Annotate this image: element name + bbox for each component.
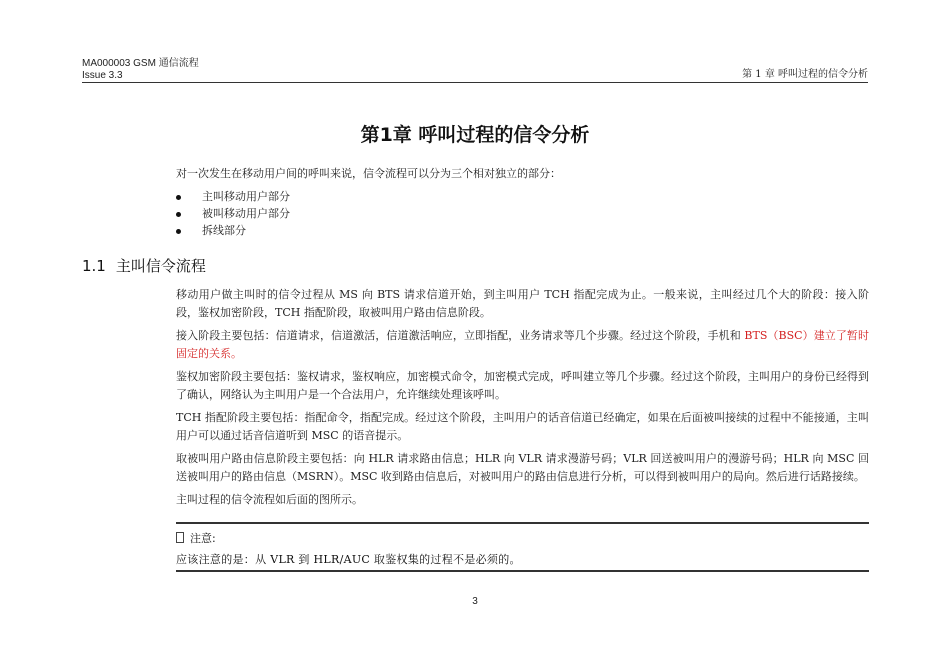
bullet-icon (176, 212, 181, 217)
note-icon (176, 532, 184, 543)
list-item-text: 被叫移动用户部分 (202, 207, 290, 220)
list-item (176, 222, 290, 239)
header-divider (82, 82, 868, 83)
note-divider-bottom (176, 570, 869, 572)
highlighted-text: BTS（BSC）建立了暂时固定的关系。 (176, 329, 869, 360)
paragraph: TCH 指配阶段主要包括：指配命令，指配完成。经过这个阶段，主叫用户的话音信道已经确定，如果在后面被叫接续的过程中不能接通，主叫用户可以通过话音信道听到 MSC 的语音提示。 (176, 411, 869, 442)
paragraph: 鉴权加密阶段主要包括：鉴权请求，鉴权响应，加密模式命令，加密模式完成，呼叫建立等几个步骤。经过这个阶段，主叫用户的身份已经得到了确认，网络认为主叫用户是一个合法用户，允许继续处理该呼叫。 (176, 370, 869, 401)
section-title: 主叫信令流程 (115, 257, 206, 275)
paragraph: 移动用户做主叫时的信令过程从 MS 向 BTS 请求信道开始，到主叫用户 TCH 指配完成为止。一般来说，主叫经过几个大的阶段：接入阶段，鉴权加密阶段，TCH 指配阶段，取被叫用户路由信息阶段。 (176, 288, 869, 319)
section-heading (82, 255, 206, 276)
intro-paragraph: 对一次发生在移动用户间的呼叫来说，信令流程可以分为三个相对独立的部分： (176, 167, 561, 180)
note-heading (176, 530, 216, 546)
bullet-list (176, 188, 290, 239)
chapter-title: 第1章 呼叫过程的信令分析 (360, 124, 590, 146)
bullet-icon (176, 229, 181, 234)
header-doc-info (82, 58, 199, 82)
header-chapter-ref: 第 1 章 呼叫过程的信令分析 (742, 69, 868, 80)
list-item-text: 主叫移动用户部分 (202, 190, 290, 203)
list-item (176, 205, 290, 222)
header-issue: Issue 3.3 (82, 70, 123, 81)
list-item (176, 188, 290, 205)
paragraph (176, 327, 869, 363)
paragraph: 主叫过程的信令流程如后面的图所示。 (176, 493, 363, 506)
list-item-text: 拆线部分 (202, 224, 246, 237)
note-label: 注意: (190, 532, 216, 545)
paragraph: 取被叫用户路由信息阶段主要包括：向 HLR 请求路由信息；HLR 向 VLR 请求漫游号码；VLR 回送被叫用户的漫游号码；HLR 向 MSC 回送被叫用户的路由信息（MSRN）。MSC 收到路由信息后，对被叫用户的路由信息进行分析，可以得到被叫用户的局向。然后进行话路接续。 (176, 452, 869, 483)
section-body (176, 286, 869, 514)
paragraph-text: 接入阶段主要包括：信道请求，信道激活，信道激活响应，立即指配，业务请求等几个步骤。经过这个阶段，手机和 (176, 329, 745, 342)
section-number: 1.1 (82, 257, 106, 275)
header-doc-id: MA000003 GSM 通信流程 (82, 58, 199, 69)
note-text: 应该注意的是：从 VLR 到 HLR/AUC 取鉴权集的过程不是必须的。 (176, 553, 521, 566)
note-divider-top (176, 522, 869, 524)
bullet-icon (176, 195, 181, 200)
page-number: 3 (472, 596, 478, 607)
